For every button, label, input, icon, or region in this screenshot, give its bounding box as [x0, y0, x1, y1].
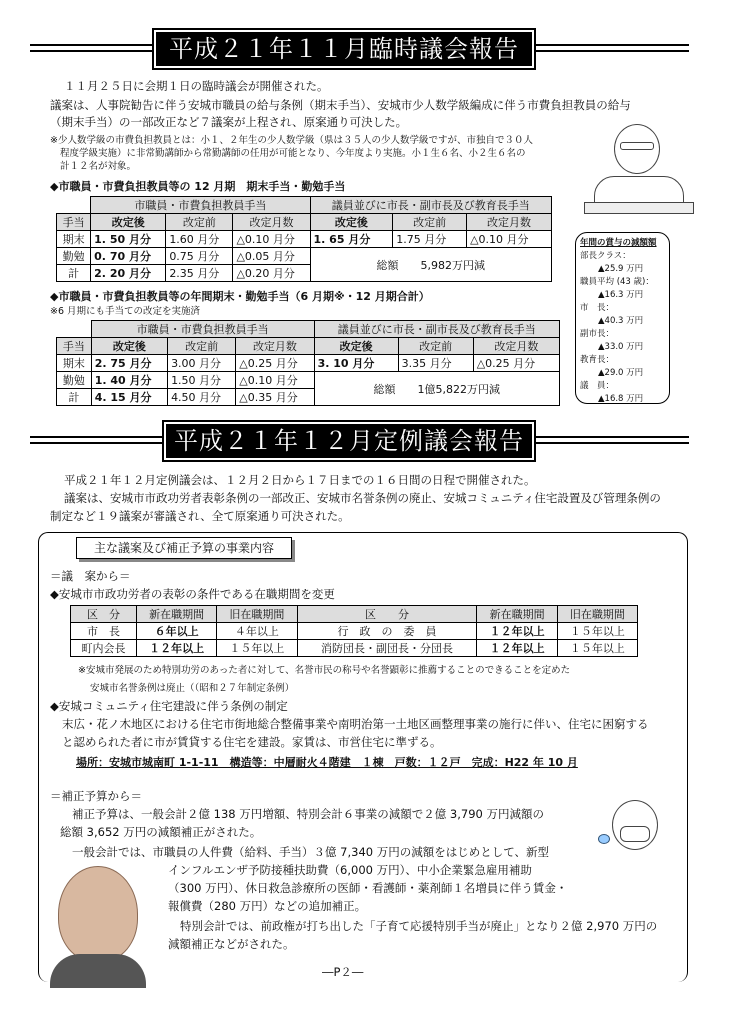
table1-col-before2: 改定前 — [393, 214, 467, 231]
table1-heading: ◆市職員・市費負担教員等の 12 月期 期末手当・勤勉手当 — [50, 180, 346, 193]
budget-line1: 補正予算は、一般会計２億 138 万円増額、特別会計６事業の減額で２億 3,790 万円減額の — [72, 807, 544, 821]
table-row: 計 2. 20 月分 2.35 月分 △0.20 月分 — [57, 265, 552, 282]
table1-col-allowance: 手当 — [57, 214, 91, 231]
table2-total: 総額 1億5,822万円減 — [314, 372, 559, 406]
item-commendation: ◆安城市市政功労者の表彰の条件である在職期間を変更 — [50, 587, 335, 601]
budget-line5: （300 万円）、休日救急診療所の医師・看護師・薬剤師１名増員に伴う賃金・ — [168, 881, 568, 895]
section-supplementary: ＝補正予算から＝ — [50, 789, 142, 803]
nov-intro: １１月２５日に会期１日の臨時議会が開催された。 — [64, 79, 329, 93]
housing-desc-2: と認められた者に市が賃貸する住宅を建設。家賃は、市営住宅に準ずる。 — [62, 735, 442, 749]
budget-line8: 減額補正などがされた。 — [168, 937, 295, 951]
panel-title: 主な議案及び補正予算の事業内容 — [76, 537, 292, 559]
dec-intro: 平成２１年１２月定例議会は、１２月２日から１７日までの１６日間の日程で開催された。 — [64, 473, 536, 487]
honor-note-2: 安城市名誉条例は廃止（（昭和２７年制定条例） — [90, 683, 295, 694]
man-photo — [44, 858, 152, 988]
worried-man-illustration — [584, 118, 696, 218]
nov-note-1: ※少人数学級の市費負担教員とは：小１、２年生の少人数学級（県は３５人の少人数学級ですが、市独自で３０人 — [50, 135, 533, 146]
nov-note-2: 程度学級実施）に非常勤講師から常勤講師の任用が可能となり、今年度より実施。小１生６名、小２生６名の — [60, 148, 526, 159]
tenure-table: 区 分 新在職期間 旧在職期間 区 分 新在職期間 旧在職期間 市 長 ６年以上 ４年以上 行 政 の 委 員 １２年以上 １５年以上 町内会長 １２年以上 １５年以上 消防団長・副団長・分団長 １２年以上 １５年以上 — [70, 605, 638, 657]
table2-heading: ◆市職員・市費負担教員等の年間期末・勤勉手当（6 月期※・12 月期合計） — [50, 290, 430, 303]
table2-bonus-annual: 市職員・市費負担教員手当 議員並びに市長・副市長及び教育長手当 手当 改定後 改定前 改定月数 改定後 改定前 改定月数 期末 2. 75 月分 3.00 月分 △0.25 月分 3. 10 月分 3.35 月分 △0.25 月分 勤勉 1. 40 月分 1.50 月分 △0.10 月分 総額 1億5,822万円減 計 4. 15 月分 4.50 月分 △0.35 月分 — [56, 320, 560, 406]
december-title: 平成２１年１２月定例議会報告 — [162, 420, 536, 462]
dec-bill-line1: 議案は、安城市市政功労者表彰条例の一部改正、安城市名誉条例の廃止、安城コミュニティ住宅設置及び管理条例の — [64, 491, 661, 505]
nov-note-3: 計１２名が対象。 — [60, 161, 137, 172]
table-row: 期末 1. 50 月分 1.60 月分 △0.10 月分 1. 65 月分 1.75 月分 △0.10 月分 — [57, 231, 552, 248]
nov-bill-line2: （期末手当）の一部改正など７議案が上程され、原案通り可決した。 — [50, 115, 408, 129]
nov-bill-line1: 議案は、人事院勧告に伴う安城市職員の給与条例（期末手当）、安城市少人数学級編成に伴う市費負担教員の給与 — [50, 98, 631, 112]
item-housing: ◆安城コミュニティ住宅建設に伴う条例の制定 — [50, 699, 288, 713]
table1-group2: 議員並びに市長・副市長及び教育長手当 — [310, 197, 551, 214]
table1-col-after2: 改定後 — [310, 214, 393, 231]
december-banner — [0, 420, 729, 462]
november-title: 平成２１年１１月臨時議会報告 — [152, 28, 536, 70]
table-row: 市 長 ６年以上 ４年以上 行 政 の 委 員 １２年以上 １５年以上 — [71, 623, 638, 640]
budget-line3: 一般会計では、市職員の人件費（給料、手当）３億 7,340 万円の減額をはじめとして、新型 — [72, 845, 549, 859]
page-number: ―P２― — [322, 965, 364, 979]
table-row: 勤勉 1. 40 月分 1.50 月分 △0.10 月分 総額 1億5,822万円減 — [57, 372, 560, 389]
section-bills: ＝議 案から＝ — [50, 569, 131, 583]
budget-line4: インフルエンザ予防接種扶助費（6,000 万円）、中小企業緊急雇用補助 — [168, 863, 532, 877]
november-banner — [0, 28, 729, 70]
table1-col-change2: 改定月数 — [467, 214, 552, 231]
table2-note: ※6 月期にも手当ての改定を実施済 — [50, 306, 201, 317]
table1-bonus-december — [56, 196, 552, 282]
budget-line7: 特別会計では、前政権が打ち出した「子育て応援特別手当が廃止」となり２億 2,970 万円の — [180, 919, 658, 933]
table1-col-change: 改定月数 — [233, 214, 310, 231]
table2-group1: 市職員・市費負担教員手当 — [91, 321, 314, 338]
dec-bill-line2: 制定など１９議案が審議され、全て原案通り可決された。 — [50, 509, 350, 523]
masked-woman-illustration — [598, 798, 668, 860]
table-row: 勤勉 0. 70 月分 0.75 月分 △0.05 月分 総額 5,982万円減 — [57, 248, 552, 265]
honor-note-1: ※安城市発展のため特別功労のあった者に対して、名誉市民の称号や名誉顕彰に推薦することのできることを定めた — [78, 665, 571, 676]
table1-col-before: 改定前 — [166, 214, 233, 231]
table-row: 計 4. 15 月分 4.50 月分 △0.35 月分 — [57, 389, 560, 406]
housing-desc-1: 末広・花ノ木地区における住宅市街地総合整備事業や南明治第一土地区画整理事業の施行に伴い、住宅に困窮する — [62, 717, 649, 731]
bonus-reduction-bubble: 年間の賞与の減額額 部長クラス： ▲25.9 万円 職員平均 (43 歳)： ▲16.3 万円 市 長： ▲40.3 万円 副市長： ▲33.0 万円 教育長： ▲29.0 万円 議 員： ▲16.8 万円 — [575, 232, 670, 404]
table1-col-after: 改定後 — [91, 214, 166, 231]
table1-total: 総額 5,982万円減 — [310, 248, 551, 282]
table1-group1: 市職員・市費負担教員手当 — [91, 197, 310, 214]
housing-facts: 場所：安城市城南町 1-1-11 構造等：中層耐火４階建 １棟 戸数：１２戸 完成：H22 年 10 月 — [76, 756, 578, 769]
table-row: 期末 2. 75 月分 3.00 月分 △0.25 月分 3. 10 月分 3.35 月分 △0.25 月分 — [57, 355, 560, 372]
table2-group2: 議員並びに市長・副市長及び教育長手当 — [314, 321, 559, 338]
budget-line2: 総額 3,652 万円の減額補正がされた。 — [60, 825, 262, 839]
table-row: 町内会長 １２年以上 １５年以上 消防団長・副団長・分団長 １２年以上 １５年以上 — [71, 640, 638, 657]
budget-line6: 報償費（280 万円）などの追加補正。 — [168, 899, 367, 913]
